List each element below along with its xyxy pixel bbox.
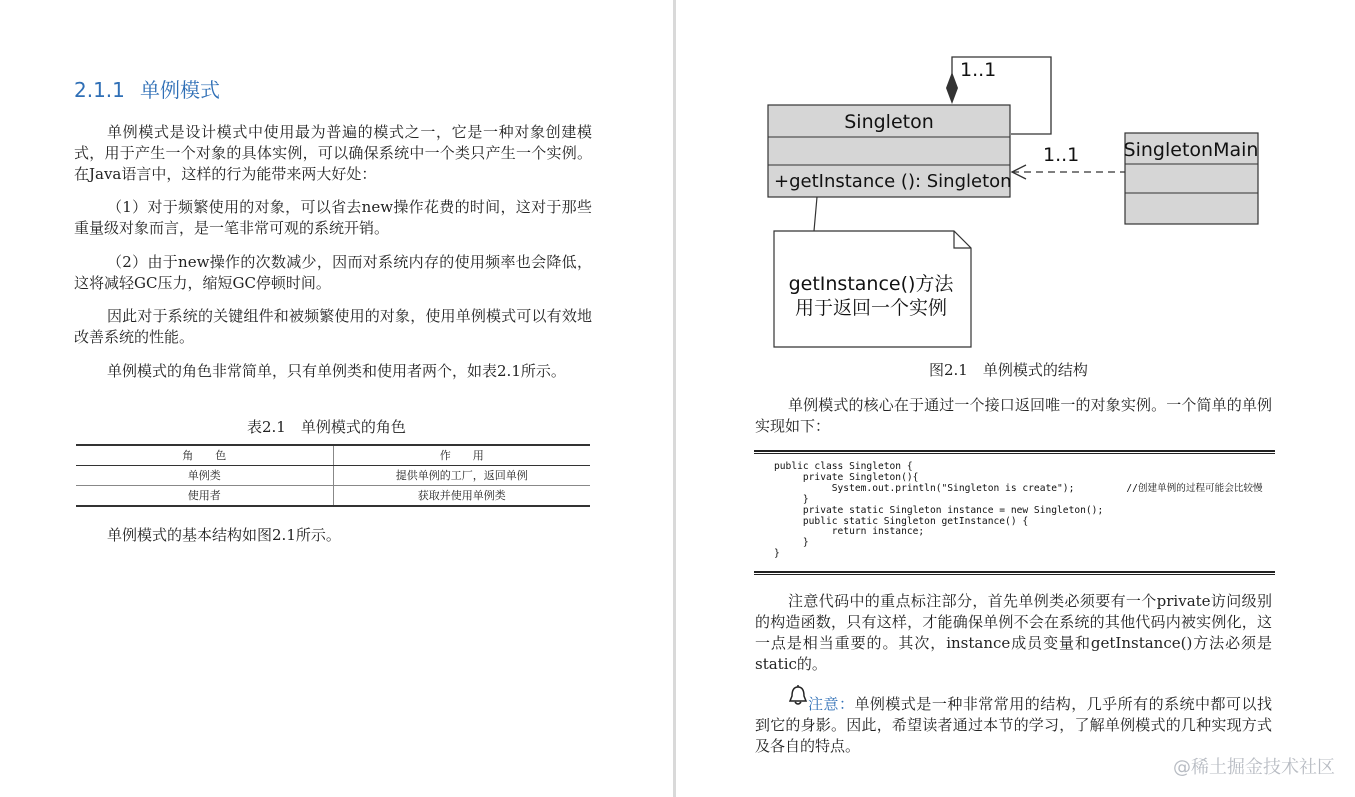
table-header-row (76, 446, 590, 466)
paragraph-explanation (755, 591, 1272, 675)
section-heading (74, 74, 220, 103)
note-label: 注意： (808, 695, 855, 713)
paragraph-core-text: 单例模式的核心在于通过一个接口返回唯一的对象实例。一个简单的单例实现如下： (755, 396, 1272, 435)
table-header-cell: 角 色 (76, 446, 334, 465)
aggregation-diamond-icon (946, 72, 958, 104)
section-title: 单例模式 (140, 78, 220, 102)
table-cell: 使用者 (76, 486, 334, 505)
singleton-main-class-name: SingletonMain (1123, 139, 1259, 161)
code-listing: public class Singleton { private Singleton(){ System.out.println("Singleton is create"); //创建单例的过程可能会比较慢 } private static Singleton instance = new Singleton(); public static Singleton getInstance() { return instance; } } (774, 461, 1263, 560)
paragraph-intro-text: 单例模式是设计模式中使用最为普遍的模式之一，它是一种对象创建模式，用于产生一个对象的具体实例，可以确保系统中一个类只产生一个实例。在Java语言中，这样的行为能带来两大好处： (74, 123, 592, 183)
dependency-multiplicity-label: 1..1 (1043, 144, 1080, 166)
table-row (76, 486, 590, 507)
paragraph-conclusion (74, 306, 592, 348)
right-page (676, 0, 1355, 797)
paragraph-benefit-2-text: （2）由于new操作的次数减少，因而对系统内存的使用频率也会降低，这将减轻GC压力，缩短GC停顿时间。 (74, 253, 592, 292)
self-multiplicity-label: 1..1 (960, 59, 997, 81)
table-row (76, 466, 590, 486)
uml-class-diagram (764, 50, 1284, 355)
paragraph-benefit-2 (74, 252, 592, 294)
note-text-line-2: 用于返回一个实例 (794, 297, 948, 319)
singleton-method-label: +getInstance (): Singleton (774, 171, 1012, 192)
paragraph-roles (74, 361, 582, 382)
paragraph-note (755, 694, 1272, 757)
paragraph-structure (74, 525, 592, 546)
section-number: 2.1.1 (74, 78, 125, 102)
watermark: @稀土掘金技术社区 (1173, 757, 1335, 778)
note-connector-line (814, 197, 817, 231)
paragraph-structure-text: 单例模式的基本结构如图2.1所示。 (107, 526, 341, 544)
note-text: 单例模式是一种非常常用的结构，几乎所有的系统中都可以找到它的身影。因此，希望读者通过本节的学习，了解单例模式的几种实现方式及各自的特点。 (755, 695, 1272, 755)
table-cell: 单例类 (76, 466, 334, 485)
paragraph-roles-text: 单例模式的角色非常简单，只有单例类和使用者两个，如表2.1所示。 (107, 362, 566, 380)
figure-caption: 图2.1 单例模式的结构 (929, 361, 1088, 379)
paragraph-explanation-text: 注意代码中的重点标注部分，首先单例类必须要有一个private访问级别的构造函数，只有这样，才能确保单例不会在系统的其他代码内被实例化，这一点是相当重要的。其次，instance成员变量和getInstance()方法必须是static的。 (755, 592, 1272, 673)
table-cell: 获取并使用单例类 (417, 489, 506, 502)
note-text-line-1: getInstance()方法 (788, 273, 954, 295)
table-caption: 表2.1 单例模式的角色 (247, 418, 406, 436)
left-page (0, 0, 673, 797)
code-block (754, 450, 1275, 575)
roles-table (76, 444, 590, 507)
paragraph-benefit-1-text: （1）对于频繁使用的对象，可以省去new操作花费的时间，这对于那些重量级对象而言，是一笔非常可观的系统开销。 (74, 198, 592, 237)
table-cell: 提供单例的工厂，返回单例 (395, 469, 528, 482)
singleton-class-name: Singleton (844, 111, 934, 133)
paragraph-intro (74, 122, 592, 185)
table-header-cell: 作 用 (439, 449, 484, 462)
paragraph-core (755, 395, 1272, 437)
paragraph-conclusion-text: 因此对于系统的关键组件和被频繁使用的对象，使用单例模式可以有效地改善系统的性能。 (74, 307, 592, 346)
paragraph-benefit-1 (74, 197, 592, 239)
